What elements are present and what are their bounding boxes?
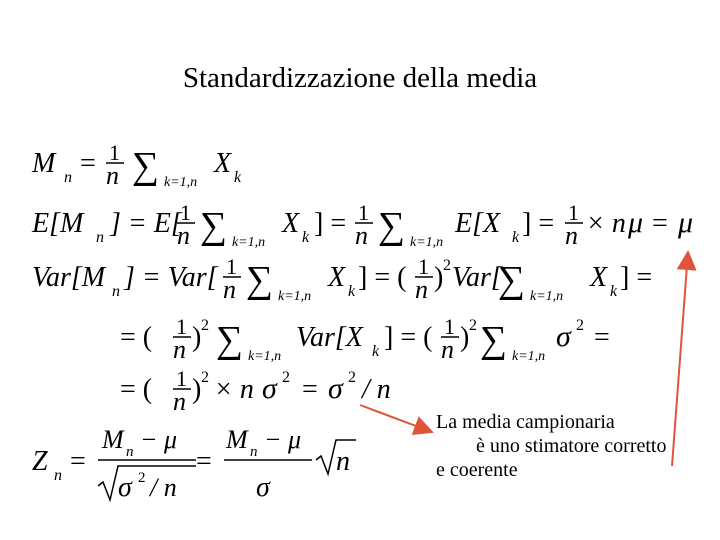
paren-close: ) <box>434 262 444 293</box>
sigma-symbol: σ <box>328 372 343 405</box>
equals-paren: = ( <box>120 374 153 405</box>
term-x: X <box>282 208 300 239</box>
fraction-numerator: 1 <box>109 140 120 165</box>
fraction-numerator: 1 <box>180 200 191 225</box>
formula-line-4 <box>120 314 610 364</box>
summation-symbol: ∑ <box>480 319 508 361</box>
formula-line-2 <box>31 200 693 250</box>
summation-symbol: ∑ <box>378 205 406 247</box>
expectation-lhs: E[M <box>32 208 84 239</box>
summation-subscript: k=1,n <box>232 235 266 250</box>
summation-symbol: ∑ <box>246 259 274 301</box>
annotation-note <box>436 410 720 482</box>
note-line-3: e coerente <box>436 459 518 481</box>
numerator-m: M <box>102 425 124 454</box>
equals-sign: = <box>196 446 212 477</box>
fraction-numerator: 1 <box>444 314 455 339</box>
mean-symbol: M <box>32 148 56 179</box>
summation-subscript: k=1,n <box>248 349 282 364</box>
bracket-equals-paren: ] = ( <box>384 322 433 353</box>
mu-symbol: μ <box>678 206 694 239</box>
expectation-subscript: n <box>96 229 104 246</box>
fraction-numerator: 1 <box>176 314 187 339</box>
term-x: X <box>590 262 608 293</box>
z-subscript: n <box>54 467 62 484</box>
exponent: 2 <box>469 317 477 334</box>
fraction-denominator: n <box>355 221 368 250</box>
numerator-subscript: n <box>250 444 258 460</box>
fraction-denominator: n <box>223 275 236 304</box>
sqrt-icon <box>98 466 196 500</box>
exponent: 2 <box>348 369 356 386</box>
sigma-symbol: σ <box>262 372 277 405</box>
slide-title: Standardizzazione della media <box>182 62 538 94</box>
formula-line-1 <box>31 140 242 190</box>
bracket-equals: ] = <box>522 208 555 239</box>
numerator-minus-mu: − μ <box>140 425 178 454</box>
expectation-xk: E[X <box>455 208 501 239</box>
term-subscript: k <box>302 229 310 246</box>
summation-subscript: k=1,n <box>278 289 312 304</box>
summation-subscript: k=1,n <box>164 175 198 190</box>
summation-symbol: ∑ <box>216 319 244 361</box>
fraction-numerator: 1 <box>418 254 429 279</box>
expectation-rhs-open: ] = E[ <box>110 208 182 239</box>
exponent: 2 <box>282 369 290 386</box>
z-symbol: Z <box>32 446 48 477</box>
exponent: 2 <box>443 257 451 274</box>
note-line-2: è uno stimatore corretto <box>476 435 667 457</box>
exponent: 2 <box>576 317 584 334</box>
summation-symbol: ∑ <box>132 145 160 187</box>
fraction-denominator: n <box>106 161 119 190</box>
numerator-m: M <box>226 425 248 454</box>
formula-line-5 <box>120 366 391 416</box>
fraction-denominator: n <box>177 221 190 250</box>
term-subscript: k <box>372 343 380 360</box>
arrow-to-zn <box>360 405 432 432</box>
times-n: × n <box>586 208 626 239</box>
fraction-denominator: n <box>415 275 428 304</box>
summation-subscript: k=1,n <box>410 235 444 250</box>
bracket-equals-paren: ] = ( <box>358 262 407 293</box>
variance-subscript: n <box>112 283 120 300</box>
sigma-symbol: σ <box>556 320 571 353</box>
equals-sign: = <box>594 322 610 353</box>
divide-n: / n <box>150 473 177 502</box>
summation-subscript: k=1,n <box>512 349 546 364</box>
numerator-minus-mu: − μ <box>264 425 302 454</box>
bracket-equals: ] = <box>314 208 347 239</box>
paren-close: ) <box>192 322 202 353</box>
times-n: × n <box>214 374 254 405</box>
exponent: 2 <box>201 369 209 386</box>
term-x: X <box>328 262 346 293</box>
equals-sign: = <box>652 208 668 239</box>
divide-n: / n <box>362 374 391 405</box>
note-line-1: La media campionaria <box>436 411 615 433</box>
formula-line-6 <box>32 425 356 503</box>
paren-close: ) <box>460 322 470 353</box>
mean-subscript: n <box>64 169 72 186</box>
fraction-denominator: n <box>565 221 578 250</box>
fraction-numerator: 1 <box>568 200 579 225</box>
exponent: 2 <box>201 317 209 334</box>
fraction-denominator: n <box>173 387 186 416</box>
summation-symbol: ∑ <box>200 205 228 247</box>
equals-sign: = <box>80 148 96 179</box>
formula-line-3 <box>32 254 652 304</box>
mu-symbol: μ <box>628 206 644 239</box>
fraction-denominator: n <box>173 335 186 364</box>
fraction-numerator: 1 <box>176 366 187 391</box>
paren-close: ) <box>192 374 202 405</box>
exponent: 2 <box>138 470 146 486</box>
bracket-equals: ] = <box>620 262 653 293</box>
summation-symbol: ∑ <box>498 259 526 301</box>
term-subscript: k <box>348 283 356 300</box>
term-x: X <box>214 148 232 179</box>
term-subscript: k <box>234 169 242 186</box>
equals-sign: = <box>302 374 318 405</box>
term-subscript: k <box>610 283 618 300</box>
variance-open: Var[ <box>452 262 502 293</box>
variance-rhs-open: ] = Var[ <box>124 262 218 293</box>
numerator-subscript: n <box>126 444 134 460</box>
root-n: n <box>336 446 350 477</box>
fraction-numerator: 1 <box>226 254 237 279</box>
sigma-symbol: σ <box>256 472 270 503</box>
summation-subscript: k=1,n <box>530 289 564 304</box>
fraction-numerator: 1 <box>358 200 369 225</box>
variance-xk: Var[X <box>296 322 363 353</box>
sigma-symbol: σ <box>118 472 132 503</box>
term-subscript: k <box>512 229 520 246</box>
equals-sign: = <box>70 446 86 477</box>
variance-lhs: Var[M <box>32 262 106 293</box>
fraction-denominator: n <box>441 335 454 364</box>
equals-paren: = ( <box>120 322 153 353</box>
